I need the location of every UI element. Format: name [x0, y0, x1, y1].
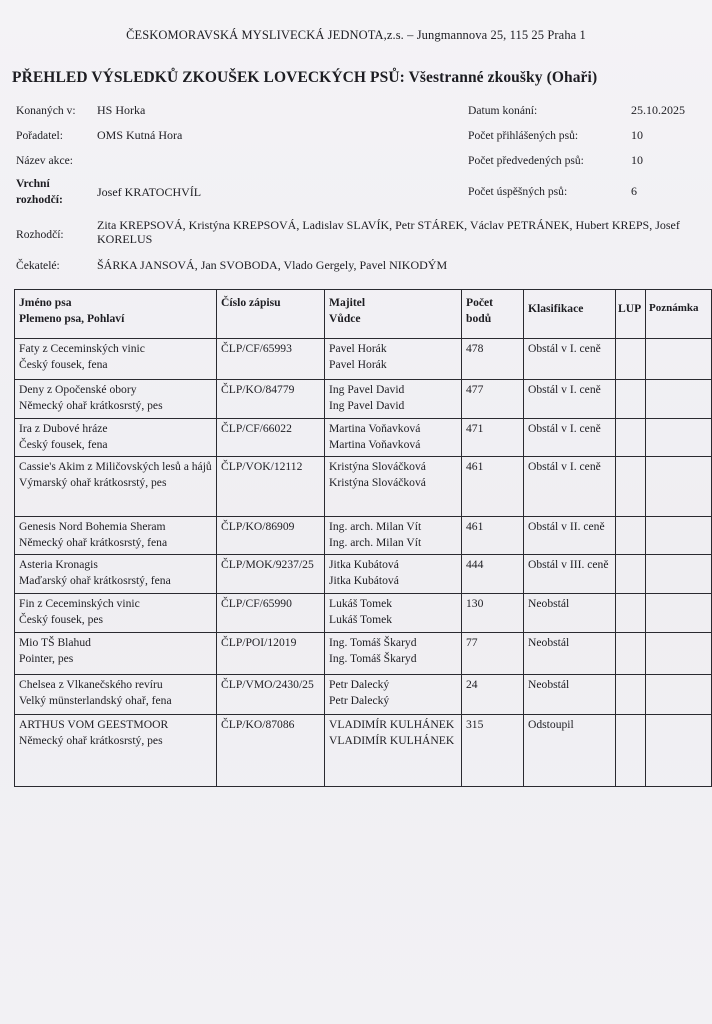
table-row	[15, 715, 712, 787]
owner-cell	[325, 555, 462, 594]
dog-name: ARTHUS VOM GEESTMOOR	[19, 718, 169, 731]
col-header-lup-label: LUP	[618, 302, 642, 315]
reg-number: ČLP/KO/86909	[217, 517, 325, 555]
lup-cell	[616, 339, 646, 380]
dog-name: Chelsea z Vlkanečského revíru	[19, 678, 163, 691]
registered-count-label: Počet přihlášených psů:	[468, 129, 579, 142]
dog-name: Deny z Opočenské obory	[19, 383, 137, 396]
results-table	[14, 289, 712, 787]
classification: Obstál v I. ceně	[524, 380, 616, 419]
chief-judge-label-line1: Vrchní	[16, 177, 50, 190]
organization-header: ČESKOMORAVSKÁ MYSLIVECKÁ JEDNOTA,z.s. – Jungmannova 25, 115 25 Praha 1	[126, 28, 586, 42]
chief-judge-label-line2: rozhodčí:	[16, 193, 63, 206]
presented-count-value: 10	[631, 153, 643, 167]
col-header-points-line1: Počet	[466, 296, 494, 309]
col-header-class	[524, 290, 616, 339]
col-header-reg-label: Číslo zápisu	[221, 296, 281, 309]
dog-breed: Velký münsterlandský ohař, fena	[19, 693, 172, 707]
organizer-label: Pořadatel:	[16, 129, 64, 142]
col-header-note	[646, 290, 712, 339]
dog-cell	[15, 517, 217, 555]
handler-name: VLADIMÍR KULHÁNEK	[329, 733, 455, 747]
lup-cell	[616, 594, 646, 633]
organizer-value: OMS Kutná Hora	[97, 128, 183, 142]
lup-cell	[616, 517, 646, 555]
classification: Obstál v II. ceně	[524, 517, 616, 555]
table-row	[15, 633, 712, 675]
points: 315	[462, 715, 524, 787]
note-cell	[646, 633, 712, 675]
col-header-points-line2: bodů	[466, 311, 492, 325]
successful-count-value: 6	[631, 184, 637, 198]
dog-breed: Německý ohař krátkosrstý, fena	[19, 535, 168, 549]
points: 477	[462, 380, 524, 419]
col-header-owner-label: Majitel	[329, 296, 366, 309]
handler-name: Pavel Horák	[329, 357, 387, 371]
dog-name: Asteria Kronagis	[19, 558, 98, 571]
handler-name: Kristýna Slováčková	[329, 475, 426, 489]
note-cell	[646, 419, 712, 457]
dog-cell	[15, 594, 217, 633]
dog-cell	[15, 715, 217, 787]
reg-number: ČLP/CF/66022	[217, 419, 325, 457]
note-cell	[646, 675, 712, 715]
reg-number: ČLP/KO/87086	[217, 715, 325, 787]
dog-cell	[15, 633, 217, 675]
handler-name: Martina Voňavková	[329, 437, 421, 451]
dog-cell	[15, 419, 217, 457]
dog-cell	[15, 555, 217, 594]
candidates-value: ŠÁRKA JANSOVÁ, Jan SVOBODA, Vlado Gergely, Pavel NIKODÝM	[97, 258, 448, 272]
points: 471	[462, 419, 524, 457]
points: 478	[462, 339, 524, 380]
owner-cell	[325, 339, 462, 380]
owner-name: VLADIMÍR KULHÁNEK	[329, 718, 455, 731]
col-header-dog-breed: Plemeno psa, Pohlaví	[19, 311, 125, 325]
col-header-dog-name: Jméno psa	[19, 296, 72, 309]
lup-cell	[616, 633, 646, 675]
lup-cell	[616, 380, 646, 419]
col-header-handler-label: Vůdce	[329, 311, 361, 325]
lup-cell	[616, 715, 646, 787]
col-header-note-label: Poznámka	[649, 302, 699, 314]
event-name-label: Název akce:	[16, 154, 73, 167]
presented-count-label: Počet předvedených psů:	[468, 154, 584, 167]
note-cell	[646, 339, 712, 380]
table-row	[15, 380, 712, 419]
owner-cell	[325, 419, 462, 457]
owner-cell	[325, 633, 462, 675]
reg-number: ČLP/VMO/2430/25	[217, 675, 325, 715]
reg-number: ČLP/CF/65993	[217, 339, 325, 380]
date-value: 25.10.2025	[631, 103, 685, 117]
successful-count-label: Počet úspěšných psů:	[468, 185, 568, 198]
candidates-label: Čekatelé:	[16, 259, 60, 272]
dog-breed: Český fousek, fena	[19, 357, 108, 371]
owner-cell	[325, 517, 462, 555]
points: 24	[462, 675, 524, 715]
col-header-lup	[616, 290, 646, 339]
reg-number: ČLP/POI/12019	[217, 633, 325, 675]
note-cell	[646, 715, 712, 787]
col-header-reg	[217, 290, 325, 339]
handler-name: Lukáš Tomek	[329, 612, 393, 626]
table-row	[15, 339, 712, 380]
owner-cell	[325, 675, 462, 715]
table-row	[15, 457, 712, 517]
classification: Obstál v I. ceně	[524, 457, 616, 517]
judges-label: Rozhodčí:	[16, 228, 64, 241]
note-cell	[646, 517, 712, 555]
handler-name: Ing. Tomáš Škaryd	[329, 651, 417, 665]
classification: Neobstál	[524, 675, 616, 715]
note-cell	[646, 594, 712, 633]
handler-name: Ing Pavel David	[329, 398, 405, 412]
dog-breed: Maďarský ohař krátkosrstý, fena	[19, 573, 171, 587]
dog-name: Faty z Ceceminských vinic	[19, 342, 145, 355]
owner-cell	[325, 457, 462, 517]
chief-judge-value: Josef KRATOCHVÍL	[97, 185, 202, 199]
points: 461	[462, 517, 524, 555]
classification: Odstoupil	[524, 715, 616, 787]
dog-breed: Výmarský ohař krátkosrstý, pes	[19, 475, 167, 489]
dog-cell	[15, 457, 217, 517]
dog-cell	[15, 380, 217, 419]
owner-name: Ing. Tomáš Škaryd	[329, 636, 417, 649]
dog-breed: Německý ohař krátkosrstý, pes	[19, 398, 163, 412]
table-row	[15, 594, 712, 633]
lup-cell	[616, 457, 646, 517]
dog-name: Ira z Dubové hráze	[19, 422, 108, 435]
reg-number: ČLP/MOK/9237/25	[217, 555, 325, 594]
lup-cell	[616, 555, 646, 594]
owner-cell	[325, 594, 462, 633]
points: 461	[462, 457, 524, 517]
table-row	[15, 555, 712, 594]
owner-cell	[325, 715, 462, 787]
dog-breed: Český fousek, fena	[19, 437, 108, 451]
col-header-owner	[325, 290, 462, 339]
points: 444	[462, 555, 524, 594]
dog-name: Fin z Ceceminských vinic	[19, 597, 140, 610]
classification: Obstál v I. ceně	[524, 339, 616, 380]
handler-name: Ing. arch. Milan Vít	[329, 535, 422, 549]
col-header-dog	[15, 290, 217, 339]
dog-breed: Pointer, pes	[19, 651, 74, 665]
lup-cell	[616, 675, 646, 715]
judges-value: Zita KREPSOVÁ, Kristýna KREPSOVÁ, Ladislav SLAVÍK, Petr STÁREK, Václav PETRÁNEK, Hubert KREPS, Josef KORELUS	[97, 218, 680, 246]
table-row	[15, 517, 712, 555]
points: 130	[462, 594, 524, 633]
date-label: Datum konání:	[468, 104, 538, 117]
table-header-row	[15, 290, 712, 339]
classification: Obstál v I. ceně	[524, 419, 616, 457]
col-header-points	[462, 290, 524, 339]
owner-name: Pavel Horák	[329, 342, 387, 355]
owner-name: Ing Pavel David	[329, 383, 405, 396]
document-title: PŘEHLED VÝSLEDKŮ ZKOUŠEK LOVECKÝCH PSŮ: Všestranné zkoušky (Ohaři)	[12, 69, 598, 86]
dog-cell	[15, 339, 217, 380]
dog-name: Genesis Nord Bohemia Sheram	[19, 520, 166, 533]
owner-name: Lukáš Tomek	[329, 597, 393, 610]
dog-breed: Německý ohař krátkosrstý, pes	[19, 733, 163, 747]
note-cell	[646, 555, 712, 594]
handler-name: Jitka Kubátová	[329, 573, 399, 587]
classification: Neobstál	[524, 633, 616, 675]
reg-number: ČLP/CF/65990	[217, 594, 325, 633]
owner-name: Petr Dalecký	[329, 678, 390, 691]
dog-name: Cassie's Akim z Miličovských lesů a hájů	[19, 460, 212, 473]
table-row	[15, 419, 712, 457]
note-cell	[646, 380, 712, 419]
handler-name: Petr Dalecký	[329, 693, 390, 707]
dog-name: Mio TŠ Blahud	[19, 636, 91, 649]
classification: Neobstál	[524, 594, 616, 633]
owner-name: Kristýna Slováčková	[329, 460, 426, 473]
reg-number: ČLP/VOK/12112	[217, 457, 325, 517]
reg-number: ČLP/KO/84779	[217, 380, 325, 419]
owner-name: Martina Voňavková	[329, 422, 421, 435]
dog-cell	[15, 675, 217, 715]
held-at-label: Konaných v:	[16, 104, 76, 117]
table-row	[15, 675, 712, 715]
owner-name: Ing. arch. Milan Vít	[329, 520, 422, 533]
held-at-value: HS Horka	[97, 103, 146, 117]
points: 77	[462, 633, 524, 675]
lup-cell	[616, 419, 646, 457]
dog-breed: Český fousek, pes	[19, 612, 104, 626]
owner-cell	[325, 380, 462, 419]
col-header-class-label: Klasifikace	[528, 302, 584, 315]
owner-name: Jitka Kubátová	[329, 558, 399, 571]
classification: Obstál v III. ceně	[524, 555, 616, 594]
note-cell	[646, 457, 712, 517]
registered-count-value: 10	[631, 128, 643, 142]
